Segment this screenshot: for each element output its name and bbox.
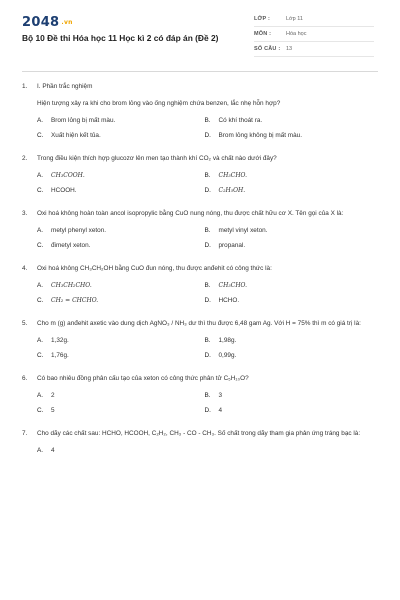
option-text: CH₃COOH. (51, 172, 85, 179)
answer-option[interactable] (37, 348, 205, 363)
option-key: D. (204, 407, 211, 414)
option-key: D. (204, 187, 211, 194)
answer-option[interactable] (205, 348, 373, 363)
option-text: metyl vinyl xeton. (218, 227, 268, 234)
answer-options (37, 388, 372, 418)
question (22, 98, 372, 143)
option-key: B. (204, 337, 211, 344)
question-number: 5. (22, 320, 28, 327)
question-text: Trong điều kiện thích hợp glucozơ lên men tạo thành khí CO₂ và chất nào dưới đây? (37, 155, 277, 162)
option-text: đimetyl xeton. (51, 242, 91, 249)
answer-option[interactable] (37, 183, 205, 198)
question-list (22, 81, 372, 468)
option-key: B. (204, 117, 211, 124)
question-number (22, 98, 37, 109)
option-key: A. (37, 447, 44, 454)
option-key: C. (37, 297, 44, 304)
header-divider (22, 71, 378, 72)
option-text: CH₂ = CHCHO. (51, 297, 99, 304)
option-text: Có khí thoát ra. (218, 117, 263, 124)
answer-option[interactable] (37, 278, 205, 293)
answer-options (37, 278, 372, 308)
answer-option[interactable] (37, 443, 205, 458)
answer-option[interactable] (37, 128, 205, 143)
option-text: 1,32g. (51, 337, 69, 344)
option-key: B. (204, 227, 211, 234)
answer-options (37, 333, 372, 363)
question-text: Oxi hoá không CH₃CH₂OH bằng CuO đun nóng, thu được anđehit có công thức là: (37, 265, 272, 272)
option-text: 4 (51, 447, 55, 454)
meta-value: 13 (286, 46, 293, 52)
option-key: C. (37, 407, 44, 414)
question-number: 7. (22, 430, 28, 437)
answer-option[interactable] (205, 183, 373, 198)
option-text: 3 (218, 392, 223, 399)
answer-option[interactable] (37, 238, 205, 253)
option-key: A. (37, 227, 44, 234)
meta-subject (254, 29, 374, 42)
option-text: CH₃CH₂CHO. (51, 282, 92, 289)
answer-option[interactable] (205, 278, 373, 293)
option-key: A. (37, 392, 44, 399)
option-key: C. (37, 242, 44, 249)
question-text: Có bao nhiêu đồng phân cấu tạo của xeton có công thức phân tử C₅H₁₀O? (37, 375, 249, 382)
answer-option[interactable] (205, 168, 373, 183)
question-text: Hiện tượng xảy ra khi cho brom lỏng vào ống nghiệm chứa benzen, lắc nhẹ hỗn hợp? (37, 100, 281, 107)
question-text: Cho m (g) anđehit axetic vào dung dịch AgNO₃ / NH₃ dư thì thu được 6,48 gam Ag. Với H = 75% thì m có giá trị là: (37, 320, 361, 327)
document-header (0, 0, 400, 66)
answer-option[interactable] (205, 128, 373, 143)
logo-main: 2048 (22, 15, 60, 30)
answer-option[interactable] (37, 403, 205, 418)
option-text: propanal. (218, 242, 246, 249)
meta-label: SỐ CÂU : (254, 46, 281, 52)
option-text: Brom lỏng bị mất màu. (51, 117, 116, 124)
answer-option[interactable] (205, 113, 373, 128)
question-text: Cho dãy các chất sau: HCHO, HCOOH, C₂H₂, CH₃ - CO - CH₃. Số chất trong dãy tham gia phản ứng tráng bạc là: (37, 430, 361, 437)
option-key: D. (204, 297, 211, 304)
option-text: metyl phenyl xeton. (51, 227, 107, 234)
question-number: 4. (22, 265, 28, 272)
option-key: A. (37, 337, 44, 344)
option-text: CH₃CHO. (218, 282, 248, 289)
question (22, 263, 372, 308)
option-key: B. (204, 172, 211, 179)
question (22, 208, 372, 253)
answer-option[interactable] (205, 238, 373, 253)
document-title: Bộ 10 Đề thi Hóa học 11 Học kì 2 có đáp án (Đề 2) (22, 33, 219, 43)
option-text: Xuất hiện kết tủa. (51, 132, 101, 139)
question (22, 153, 372, 198)
answer-option[interactable] (205, 403, 373, 418)
option-key: A. (37, 117, 44, 124)
option-text: 1,98g. (218, 337, 237, 344)
option-key: C. (37, 352, 44, 359)
answer-option[interactable] (205, 333, 373, 348)
logo-sub: .vn (61, 19, 73, 26)
answer-options (37, 113, 372, 143)
question (22, 428, 372, 458)
meta-class (254, 14, 374, 27)
meta-label: LỚP : (254, 16, 270, 22)
meta-count (254, 44, 374, 57)
option-text: 2 (51, 392, 55, 399)
answer-option[interactable] (37, 168, 205, 183)
section-heading (22, 81, 372, 92)
option-key: D. (204, 132, 211, 139)
option-text: CH₃CHO. (218, 172, 248, 179)
answer-options (37, 223, 372, 253)
option-key: B. (204, 282, 211, 289)
answer-options (37, 168, 372, 198)
question (22, 373, 372, 418)
section-title: I. Phần trắc nghiệm (37, 83, 93, 90)
meta-value: Hóa học (286, 31, 307, 37)
question (22, 318, 372, 363)
answer-option[interactable] (37, 333, 205, 348)
option-key: D. (204, 242, 211, 249)
site-logo[interactable] (22, 15, 73, 30)
question-number: 6. (22, 375, 28, 382)
answer-option[interactable] (205, 293, 373, 308)
answer-options (37, 443, 372, 458)
option-text: 0,99g. (218, 352, 237, 359)
answer-option[interactable] (37, 293, 205, 308)
answer-option[interactable] (37, 113, 205, 128)
meta-value: Lớp 11 (286, 16, 303, 22)
option-key: C. (37, 132, 44, 139)
question-text: Oxi hoá không hoàn toàn ancol isopropylic bằng CuO nung nóng, thu được chất hữu cơ X. Tên gọi của X là: (37, 210, 344, 217)
answer-option[interactable] (205, 388, 373, 403)
option-key: C. (37, 187, 44, 194)
meta-label: MÔN : (254, 31, 272, 37)
option-text: Brom lỏng không bị mất màu. (218, 132, 302, 139)
option-key: D. (204, 352, 211, 359)
question-number: 3. (22, 210, 28, 217)
question-number: 2. (22, 155, 28, 162)
option-text: HCOOH. (51, 187, 77, 194)
option-key: A. (37, 282, 44, 289)
option-key: A. (37, 172, 44, 179)
option-text: 5 (51, 407, 55, 414)
option-key: B. (204, 392, 211, 399)
answer-option[interactable] (37, 223, 205, 238)
option-text: C₂H₅OH. (218, 187, 246, 194)
answer-option[interactable] (205, 223, 373, 238)
option-text: 1,76g. (51, 352, 69, 359)
option-text: 4 (218, 407, 223, 414)
section-number: 1. (22, 83, 28, 90)
answer-option[interactable] (37, 388, 205, 403)
option-text: HCHO. (218, 297, 240, 304)
